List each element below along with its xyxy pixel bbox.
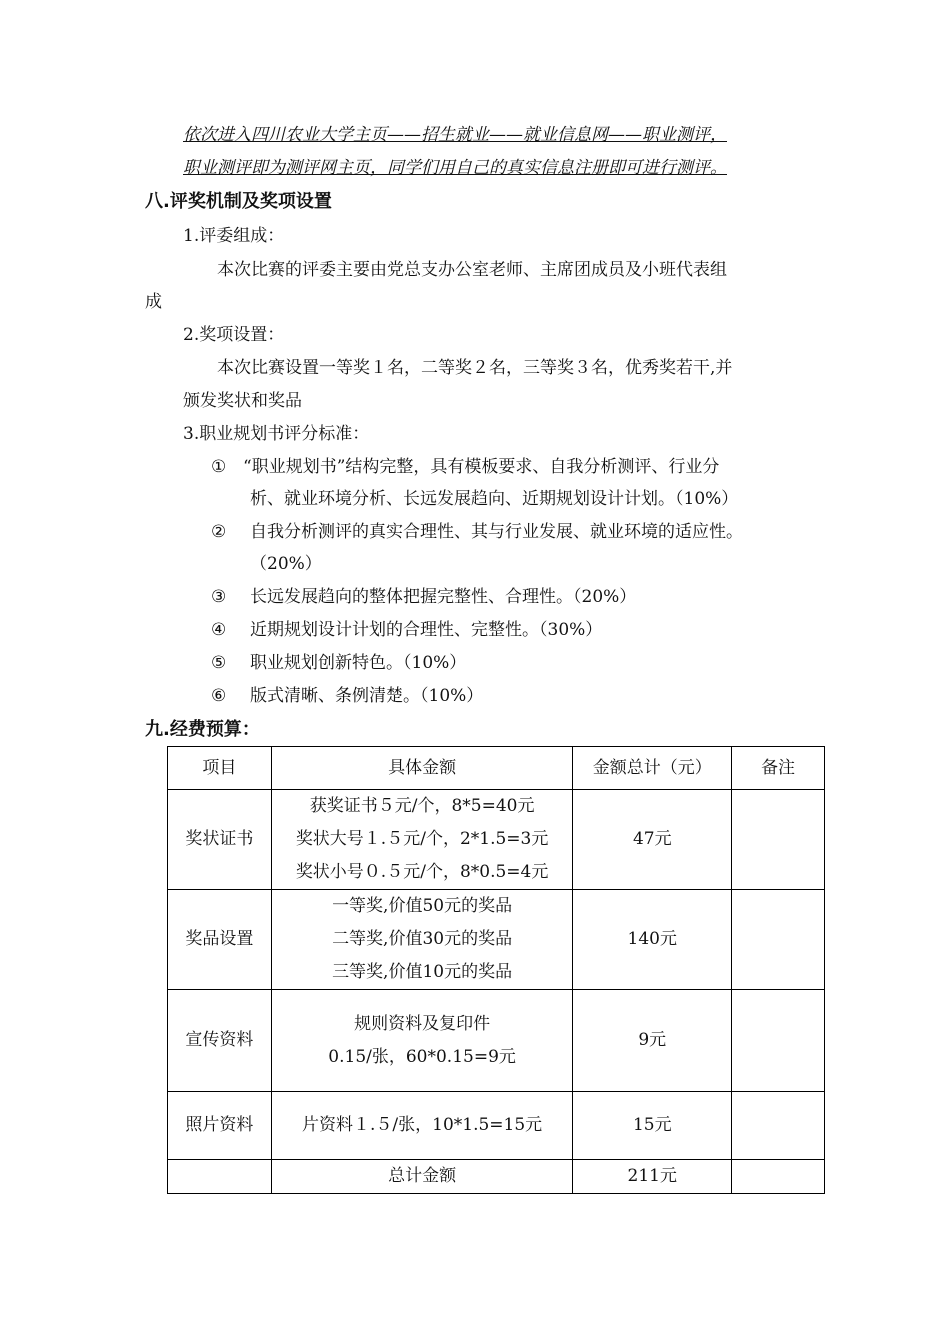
detail-line: 二等奖,价值30元的奖品 [332, 929, 513, 949]
section-9-heading: 九.经费预算： [145, 719, 260, 740]
detail-line: 0.15/张，60*0.15=9元 [328, 1046, 516, 1067]
intro-line-1: 依次进入四川农业大学主页——招生就业——就业信息网——职业测评， [183, 125, 727, 145]
detail-line: 获奖证书５元/个，8*5=40元 [309, 796, 535, 816]
section-8-heading: 八.评奖机制及奖项设置 [145, 191, 332, 212]
awards-text-1: 本次比赛设置一等奖１名，二等奖２名，三等奖３名，优秀奖若干,并 [217, 358, 733, 378]
total-row-item [168, 1160, 272, 1194]
criterion-3-num: ③ [211, 587, 227, 607]
criterion-1-text-2: 析、就业环境分析、长远发展趋向、近期规划设计计划。（10%） [250, 489, 739, 509]
criterion-2-num: ② [211, 522, 227, 542]
row-item: 宣传资料 [168, 990, 272, 1092]
awards-text-2: 颁发奖状和奖品 [183, 391, 302, 411]
criterion-1-text-1: “职业规划书”结构完整，具有模板要求、自我分析测评、行业分 [243, 457, 720, 477]
budget-table [167, 746, 825, 1194]
detail-line: 片资料１.５/张，10*1.5=15元 [302, 1115, 543, 1135]
row-total: 9元 [573, 990, 732, 1092]
criterion-6-num: ⑥ [211, 686, 227, 706]
total-row-label: 总计金额 [271, 1160, 573, 1194]
total-row-amount: 211元 [573, 1160, 732, 1194]
row-note [732, 1092, 825, 1160]
judges-title: 1.评委组成： [183, 226, 285, 246]
detail-line: 规则资料及复印件 [354, 1013, 491, 1034]
row-note [732, 990, 825, 1092]
table-row [168, 1092, 825, 1160]
criterion-6-text: 版式清晰、条例清楚。（10%） [250, 686, 484, 706]
table-row [168, 890, 825, 990]
criterion-4-num: ④ [211, 620, 227, 640]
row-total: 47元 [573, 790, 732, 890]
row-item: 奖品设置 [168, 890, 272, 990]
criterion-3-text: 长远发展趋向的整体把握完整性、合理性。（20%） [250, 587, 637, 607]
judges-text-1: 本次比赛的评委主要由党总支办公室老师、主席团成员及小班代表组 [217, 260, 727, 280]
table-header-row [168, 747, 825, 790]
criterion-5-num: ⑤ [211, 653, 227, 673]
row-details [271, 790, 573, 890]
header-item: 项目 [168, 747, 272, 790]
header-note: 备注 [732, 747, 825, 790]
criterion-2-text-1: 自我分析测评的真实合理性、其与行业发展、就业环境的适应性。 [250, 522, 743, 542]
criterion-5-text: 职业规划创新特色。（10%） [250, 653, 467, 673]
row-details [271, 1092, 573, 1160]
criterion-1-num: ① [211, 457, 227, 477]
row-note [732, 890, 825, 990]
criteria-title: 3.职业规划书评分标准： [183, 424, 370, 444]
row-note [732, 790, 825, 890]
criterion-4-text: 近期规划设计计划的合理性、完整性。（30%） [250, 620, 603, 640]
header-details: 具体金额 [271, 747, 573, 790]
row-item: 照片资料 [168, 1092, 272, 1160]
table-row [168, 790, 825, 890]
row-total: 15元 [573, 1092, 732, 1160]
row-item: 奖状证书 [168, 790, 272, 890]
detail-line: 奖状大号１.５元/个，2*1.5=3元 [295, 829, 549, 849]
table-total-row [168, 1160, 825, 1194]
row-details [271, 890, 573, 990]
row-details [271, 990, 573, 1092]
awards-title: 2.奖项设置： [183, 325, 285, 345]
table-row [168, 990, 825, 1092]
detail-line: 一等奖,价值50元的奖品 [332, 896, 513, 916]
detail-line: 三等奖,价值10元的奖品 [332, 962, 513, 982]
detail-line: 奖状小号０.５元/个，8*0.5=4元 [295, 862, 549, 882]
total-row-note [732, 1160, 825, 1194]
judges-text-2: 成 [145, 292, 162, 312]
criterion-2-text-2: （20%） [250, 554, 322, 574]
header-total: 金额总计（元） [573, 747, 732, 790]
row-total: 140元 [573, 890, 732, 990]
intro-line-2: 职业测评即为测评网主页，同学们用自己的真实信息注册即可进行测评。 [183, 158, 727, 178]
